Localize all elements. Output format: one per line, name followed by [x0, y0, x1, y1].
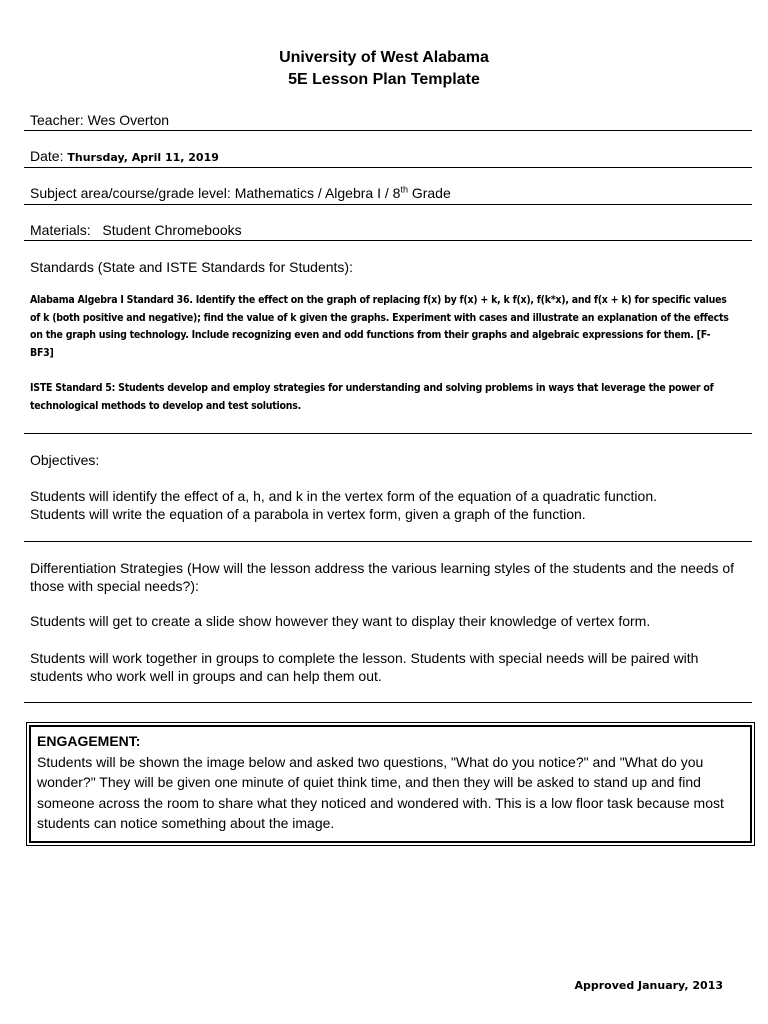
teacher-label: Teacher:	[30, 112, 84, 128]
template-title: 5E Lesson Plan Template	[288, 71, 480, 88]
divider	[24, 130, 752, 131]
divider	[24, 167, 752, 168]
alabama-standard: Alabama Algebra I Standard 36. Identify the effect on the graph of replacing f(x) by f(x) + k, k f(x), f(k*x), and f(x + k) for specific values of k (both positive and negative); find the value of k given the graphs. Experiment with cases and illustrate an explanation of the effects on the graph using technology. Include recognizing even and odd functions from their graphs and algebraic expressions for them. [F-BF3]	[30, 294, 729, 359]
materials-label: Materials:	[30, 222, 91, 238]
differentiation-para: Students will get to create a slide show however they want to display their knowledge of vertex form.	[30, 613, 651, 629]
iste-standard: ISTE Standard 5: Students develop and employ strategies for understanding and solving problems in ways that leverage the power of technological methods to develop and test solutions.	[30, 382, 714, 412]
teacher-value: Wes Overton	[87, 112, 170, 128]
differentiation-para: Students will work together in groups to complete the lesson. Students with special needs will be paired with students who work well in groups and can help them out.	[30, 650, 699, 684]
objective-item: Students will write the equation of a parabola in vertex form, given a graph of the function.	[30, 506, 586, 522]
title-block	[0, 47, 768, 91]
objective-item: Students will identify the effect of a, h, and k in the vertex form of the equation of a quadratic function.	[30, 488, 658, 504]
divider	[24, 541, 752, 542]
divider	[24, 240, 752, 241]
subject-label: Subject area/course/grade level:	[30, 185, 231, 201]
date-value: Thursday, April 11, 2019	[67, 151, 219, 164]
approved-footer: Approved January, 2013	[574, 979, 723, 992]
divider	[24, 204, 752, 205]
institution-title: University of West Alabama	[279, 49, 489, 66]
materials-value: Student Chromebooks	[102, 222, 242, 238]
engagement-body: Students will be shown the image below and asked two questions, "What do you notice?" and "What do you wonder?" They will be given one minute of quiet think time, and then they will be asked to stand up and find someone across the room to share what they noticed and wondered with. This is a low floor task because most students can notice something about the image.	[37, 753, 724, 831]
subject-field	[30, 185, 451, 201]
divider	[24, 433, 752, 434]
objectives-list	[30, 487, 740, 523]
engagement-box	[26, 722, 755, 846]
differentiation-heading: Differentiation Strategies (How will the lesson address the various learning styles of the students and the needs of those with special needs?):	[30, 560, 735, 594]
engagement-heading: ENGAGEMENT:	[37, 733, 141, 749]
materials-field	[30, 222, 242, 238]
date-field	[30, 148, 219, 164]
engagement-inner	[29, 725, 752, 843]
subject-value: Mathematics / Algebra I / 8th Grade	[234, 184, 451, 201]
date-label: Date:	[30, 148, 64, 164]
standards-heading: Standards (State and ISTE Standards for Students):	[30, 259, 353, 275]
divider	[24, 702, 752, 703]
objectives-heading: Objectives:	[30, 452, 100, 468]
teacher-field	[30, 112, 169, 128]
